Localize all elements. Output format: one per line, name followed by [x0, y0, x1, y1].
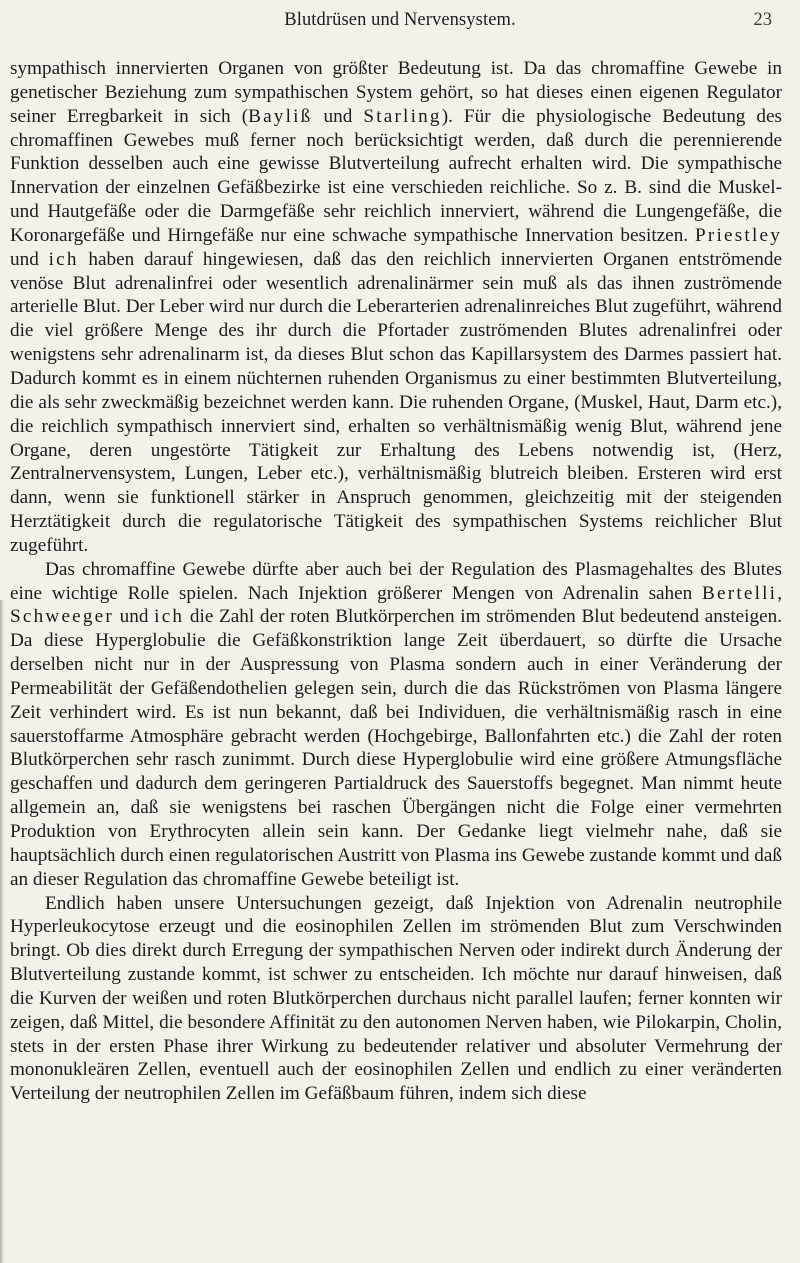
author-name: Bertelli	[702, 582, 778, 604]
author-name: ich	[154, 606, 185, 628]
author-name: ich	[48, 248, 79, 270]
author-name: Schweeger	[10, 606, 114, 628]
text-run: und	[113, 606, 155, 628]
page-number: 23	[753, 10, 772, 30]
text-run: die Zahl der roten Blutkörperchen im strömenden Blut bedeutend ansteigen. Da diese Hyperglobulie die Gefäßkonstriktion lange Zeit überdauert, so dürfte die Ursache derselben nicht nur in der Auspressung von Plasma sondern auch in einer Veränderung der Permeabilität der Gefäßendothelien gelegen sein, durch die das Rückströmen von Plasma längere Zeit verhindert wird. Es ist nun bekannt, daß bei Individuen, die verhältnismäßig rasch in eine sauerstoffarme Atmosphäre gebracht werden (Hochgebirge, Ballonfahrten etc.) die Zahl der roten Blutkörperchen sehr rasch zunimmt. Durch diese Hyperglobulie wird eine größere Atmungsfläche geschaffen und dadurch dem geringeren Partialdruck des Sauerstoffs begegnet. Man nimmt heute allgemein an, daß sie wenigstens bei raschen Übergängen nicht die Folge einer vermehrten Produktion von Erythrocyten allein sein kann. Der Gedanke liegt vielmehr nahe, daß sie hauptsächlich durch einen regulatorischen Austritt von Plasma ins Gewebe zustande kommt und daß an dieser Regulation das chromaffine Gewebe beteiligt ist.	[10, 606, 783, 890]
paragraph-1	[10, 57, 782, 558]
text-run: haben darauf hingewiesen, daß das den reichlich innervierten Organen entströmende venöse Blut adrenalinfrei oder wesentlich adrenalinärmer sein muß als das ihnen zuströmende arterielle Blut. Der Leber wird nur durch die Leberarterien adrenalinreiches Blut zugeführt, während die viel größere Menge des ihr durch die Pfortader zuströmenden Blutes adrenalinfrei oder wenigstens sehr adrenalinarm ist, da dieses Blut schon das Kapillarsystem des Darmes passiert hat. Dadurch kommt es in einem nüchternen ruhenden Organismus zu einer bestimmten Blutverteilung, die als sehr zweckmäßig bezeichnet werden kann. Die ruhenden Organe, (Muskel, Haut, Darm etc.), die reichlich sympathisch innerviert sind, erhalten so verhältnismäßig wenig Blut, während jene Organe, deren ungestörte Tätigkeit zur Erhaltung des Lebens notwendig ist, (Herz, Zentralnervensystem, Lungen, Leber etc.), verhältnismäßig blutreich bleiben. Ersteren wird erst dann, wenn sie funktionell stärker in Anspruch genommen, gleichzeitig mit der steigenden Herztätigkeit durch die regulatorische Tätigkeit des sympathischen Systems reichlicher Blut zugeführt.	[10, 248, 782, 556]
running-title: Blutdrüsen und Nervensystem.	[284, 10, 516, 30]
text-run: Das chromaffine Gewebe dürfte aber auch bei der Regulation des Plasmagehaltes des Blutes eine wichtige Rolle spielen. Nach Injektion größerer Mengen von Adrenalin sahen	[10, 558, 782, 604]
text-run: sympathisch innervierten Organen von größter Bedeutung ist. Da das chromaffine Gewebe in genetischer Beziehung zum sympathischen System gehört, so hat dieses einen eigenen Regulator seiner Erregbarkeit in sich (	[10, 58, 782, 127]
paragraph-3	[10, 892, 782, 1107]
author-name: Priestley	[695, 224, 782, 246]
text-run: ). Für die physiologische Bedeutung des chromaffinen Gewebes muß ferner noch berücksichtigt werden, daß durch die perennierende Funktion desselben auch eine gewisse Blutverteilung aufrecht erhalten wird. Die sympathische Innervation der einzelnen Gefäßbezirke ist eine verschieden reichliche. So z. B. sind die Muskel- und Hautgefäße oder die Darmgefäße sehr reichlich innerviert, während die Lungengefäße, die Koronargefäße und Hirngefäße nur eine schwache sympathische Innervation besitzen.	[10, 105, 783, 246]
text-run: und	[10, 248, 49, 270]
author-name: Starling	[363, 105, 442, 127]
text-run: Endlich haben unsere Untersuchungen gezeigt, daß Injektion von Adrenalin neutrophile Hyperleukocytose erzeugt und die eosinophilen Zellen im strömenden Blut zum Verschwinden bringt. Ob dies direkt durch Erregung der sympathischen Nerven oder indirekt durch Änderung der Blutverteilung zustande kommt, ist schwer zu entscheiden. Ich möchte nur darauf hinweisen, daß die Kurven der weißen und roten Blutkörperchen durchaus nicht parallel laufen; ferner konnten wir zeigen, daß Mittel, die besondere Affinität zu den autonomen Nerven haben, wie Pilokarpin, Cholin, stets in der ersten Phase ihrer Wirkung zu bedeutender relativer und absoluter Vermehrung der mononukleären Zellen, eventuell auch der eosinophilen Zellen und endlich zu einer veränderten Verteilung der neutrophilen Zellen im Gefäßbaum führen, indem sich diese	[10, 892, 782, 1105]
page-edge-shadow	[0, 600, 4, 1263]
body-text	[10, 57, 782, 1106]
text-run: ,	[777, 582, 782, 604]
author-name: Bayliß	[248, 105, 313, 127]
paragraph-2	[10, 558, 782, 892]
page-header	[0, 10, 800, 40]
text-run: und	[312, 105, 364, 127]
